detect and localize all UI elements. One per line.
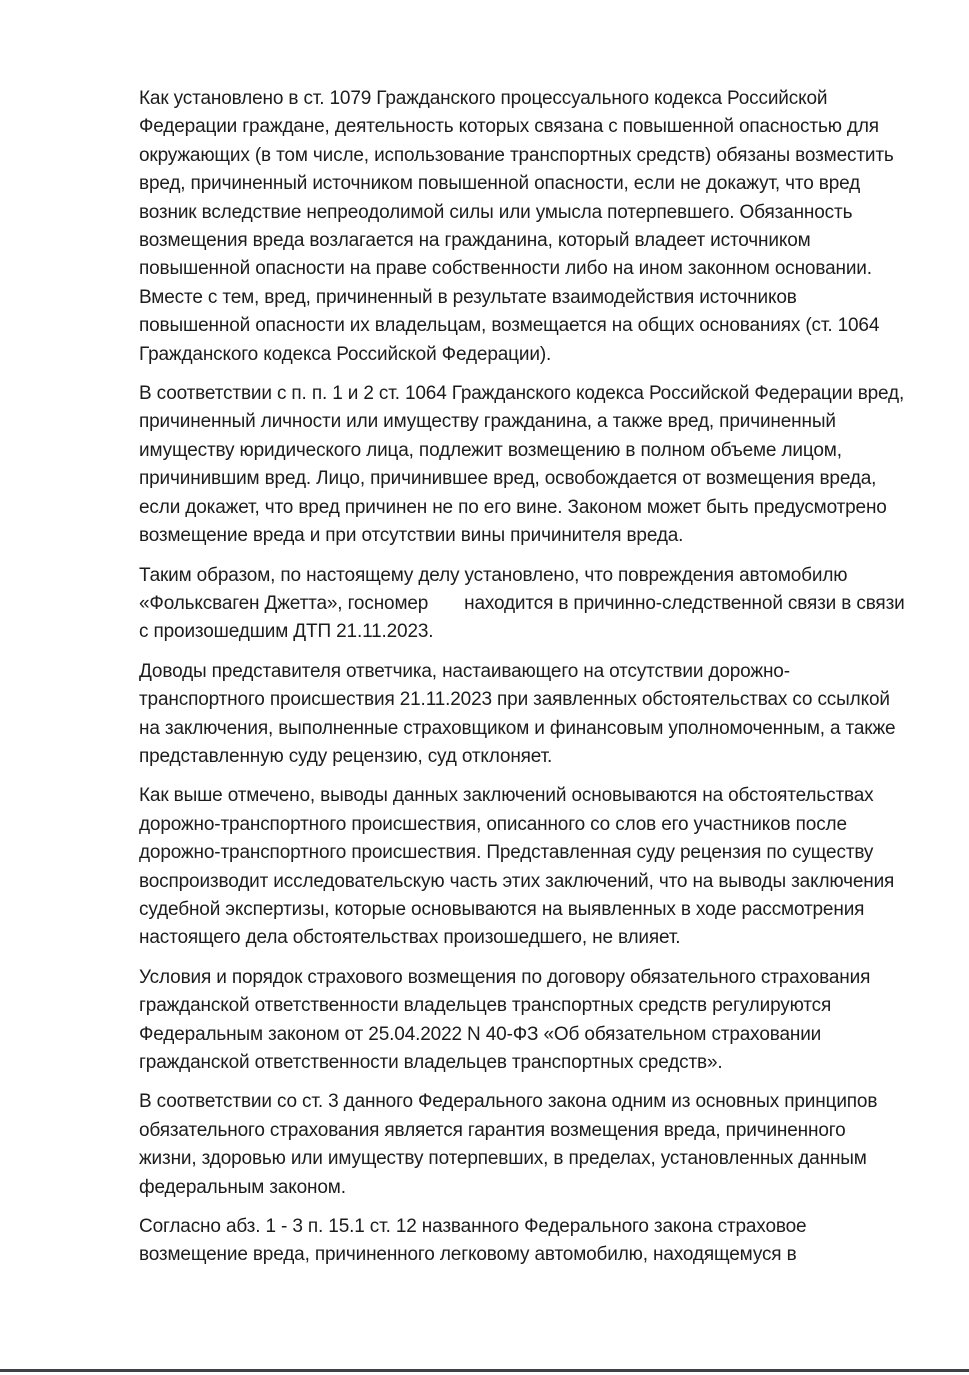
bottom-divider (0, 1369, 969, 1372)
paragraph-4: Доводы представителя ответчика, настаивающего на отсутствии дорожно-транспортного происшествия 21.11.2023 при заявленных обстоятельствах со ссылкой на заключения, выполненные страховщиком и финансовым уполномоченным, а также представленную суду рецензию, суд отклоняет. (139, 660, 896, 767)
paragraph-5: Как выше отмечено, выводы данных заключений основываются на обстоятельствах дорожно-транспортного происшествия, описанного со слов его участников после дорожно-транспортного происшествия. Представленная суду рецензия по существу воспроизводит исследовательскую часть этих заключений, что на выводы заключения судебной экспертизы, которые основываются на выявленных в ходе рассмотрения настоящего дела обстоятельствах произошедшего, не влияет. (139, 785, 895, 949)
paragraph-7: В соответствии со ст. 3 данного Федерального закона одним из основных принципов обязательного страхования является гарантия возмещения вреда, причиненного жизни, здоровью или имуществу потерпевших, в пределах, установленных данным федеральным законом. (139, 1091, 878, 1198)
paragraph-2: В соответствии с п. п. 1 и 2 ст. 1064 Гражданского кодекса Российской Федерации вред, причиненный личности или имуществу гражданина, а также вред, причиненный имуществу юридического лица, подлежит возмещению в полном объеме лицом, причинившим вред. Лицо, причинившее вред, освобождается от возмещения вреда, если докажет, что вред причинен не по его вине. Законом может быть предусмотрено возмещение вреда и при отсутствии вины причинителя вреда. (139, 383, 905, 547)
paragraph-8: Согласно абз. 1 - 3 п. 15.1 ст. 12 названного Федерального закона страховое возмещение вреда, причиненного легковому автомобилю, находящемуся в (139, 1216, 807, 1266)
court-decision-text-body (139, 85, 906, 1281)
paragraph-1: Как установлено в ст. 1079 Гражданского процессуального кодекса Российской Федерации граждане, деятельность которых связана с повышенной опасностью для окружающих (в том числе, использование транспортных средств) обязаны возместить вред, причиненный источником повышенной опасности, если не докажут, что вред возник вследствие непреодолимой силы или умысла потерпевшего. Обязанность возмещения вреда возлагается на гражданина, который владеет источником повышенной опасности на праве собственности либо на ином законном основании. Вместе с тем, вред, причиненный в результате взаимодействия источников повышенной опасности их владельцам, возмещается на общих основаниях (ст. 1064 Гражданского кодекса Российской Федерации). (139, 88, 894, 365)
paragraph-3: Таким образом, по настоящему делу установлено, что повреждения автомобилю «Фольксваген Джетта», госномер находится в причинно-следственной связи в связи с произошедшим ДТП 21.11.2023. (139, 564, 905, 643)
paragraph-6: Условия и порядок страхового возмещения по договору обязательного страхования гражданской ответственности владельцев транспортных средств регулируются Федеральным законом от 25.04.2022 N 40-ФЗ «Об обязательном страховании гражданской ответственности владельцев транспортных средств». (139, 966, 871, 1073)
